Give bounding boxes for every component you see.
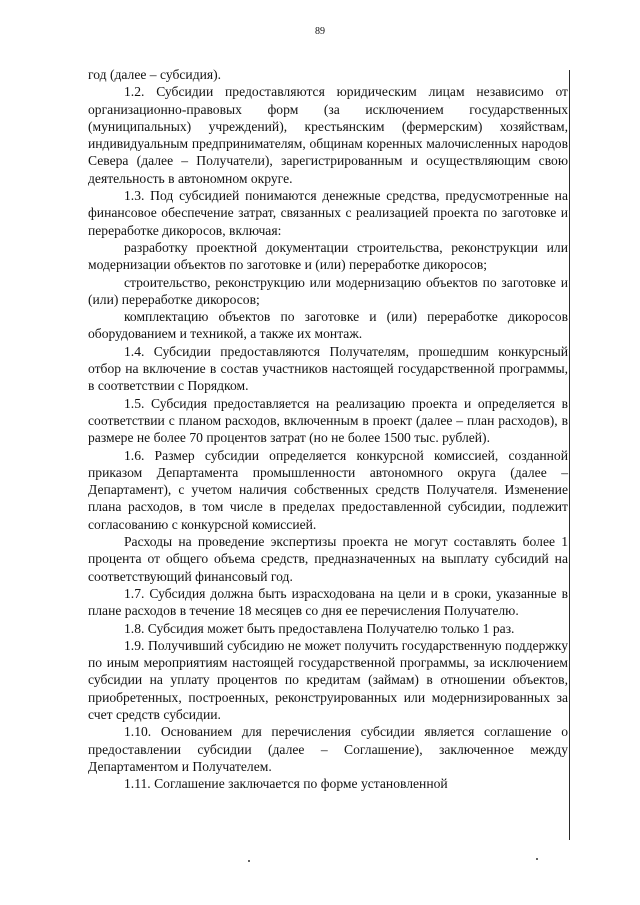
paragraph-item-project-documentation: разработку проектной документации строительства, реконструкции или модернизации объектов по заготовке и (или) переработке дикоросов; [88, 239, 568, 273]
paragraph-1-7-spending-terms: 1.7. Субсидия должна быть израсходована на цели и в сроки, указанные в плане расходов в течение 18 месяцев со дня ее перечисления Получателю. [88, 585, 568, 619]
paragraph-1-8-single-grant: 1.8. Субсидия может быть предоставлена Получателю только 1 раз. [124, 620, 515, 636]
paragraph-item-construction: строительство, реконструкцию или модернизацию объектов по заготовке и (или) переработке дикоросов; [88, 274, 568, 307]
binding-edge-line [569, 70, 570, 840]
paragraph-1-2-recipients: 1.2. Субсидии предоставляются юридическим лицам независимо от организационно-правовых форм (за исключением государственных (муниципальных) учреждений), крестьянским (фермерским) хозяйствам, индивидуальным предпринимателям, общинам коренных малочисленных народов Севера (далее – Получатели), зарегистрированным и осуществляющим свою деятельность в автономном округе. [88, 84, 568, 186]
scan-speck [248, 860, 250, 862]
paragraph-1-5-expense-plan: 1.5. Субсидия предоставляется на реализацию проекта и определяется в соответствии с планом расходов, включенным в проект (далее – план расходов), в размере не более 70 процентов затрат (но не более 1500 тыс. рублей). [88, 395, 568, 446]
document-body [88, 66, 568, 792]
paragraph-subsidy-definition-end: год (далее – субсидия). [88, 67, 222, 82]
page-number: 89 [315, 26, 325, 37]
paragraph-1-6-subsidy-amount: 1.6. Размер субсидии определяется конкурсной комиссией, созданной приказом Департамента промышленности автономного округа (далее – Департамент), с учетом наличия собственных средств Получателя. Изменение плана расходов, в том числе в пределах предоставленной субсидии, подлежит согласованию с конкурсной комиссией. [88, 447, 568, 532]
paragraph-1-11-agreement-form: 1.11. Соглашение заключается по форме установленной [124, 776, 448, 792]
paragraph-expertise-costs: Расходы на проведение экспертизы проекта не могут составлять более 1 процента от общего объема средств, предназначенных на выплату субсидий на соответствующий финансовый год. [88, 534, 568, 584]
paragraph-1-10-agreement-basis: 1.10. Основанием для перечисления субсидии является соглашение о предоставлении субсидии (далее – Соглашение), заключенное между Департаментом и Получателем. [88, 724, 568, 774]
paragraph-item-equipment: комплектацию объектов по заготовке и (или) переработке дикоросов оборудованием и техникой, а также их монтаж. [88, 309, 568, 342]
paragraph-1-3-subsidy-meaning: 1.3. Под субсидией понимаются денежные средства, предусмотренные на финансовое обеспечение затрат, связанных с реализацией проекта по заготовке и переработке дикоросов, включая: [88, 188, 568, 238]
paragraph-1-9-no-other-support: 1.9. Получивший субсидию не может получить государственную поддержку по иным мероприятиям настоящей государственной программы, за исключением субсидии на уплату процентов по кредитам (займам) в отношении объектов, приобретенных, построенных, реконструированных или модернизированных за счет средств субсидии. [88, 637, 568, 722]
paragraph-1-4-competitive-selection: 1.4. Субсидии предоставляются Получателям, прошедшим конкурсный отбор на включение в состав участников настоящей государственной программы, в соответствии с Порядком. [88, 343, 568, 394]
scan-speck [536, 858, 538, 860]
